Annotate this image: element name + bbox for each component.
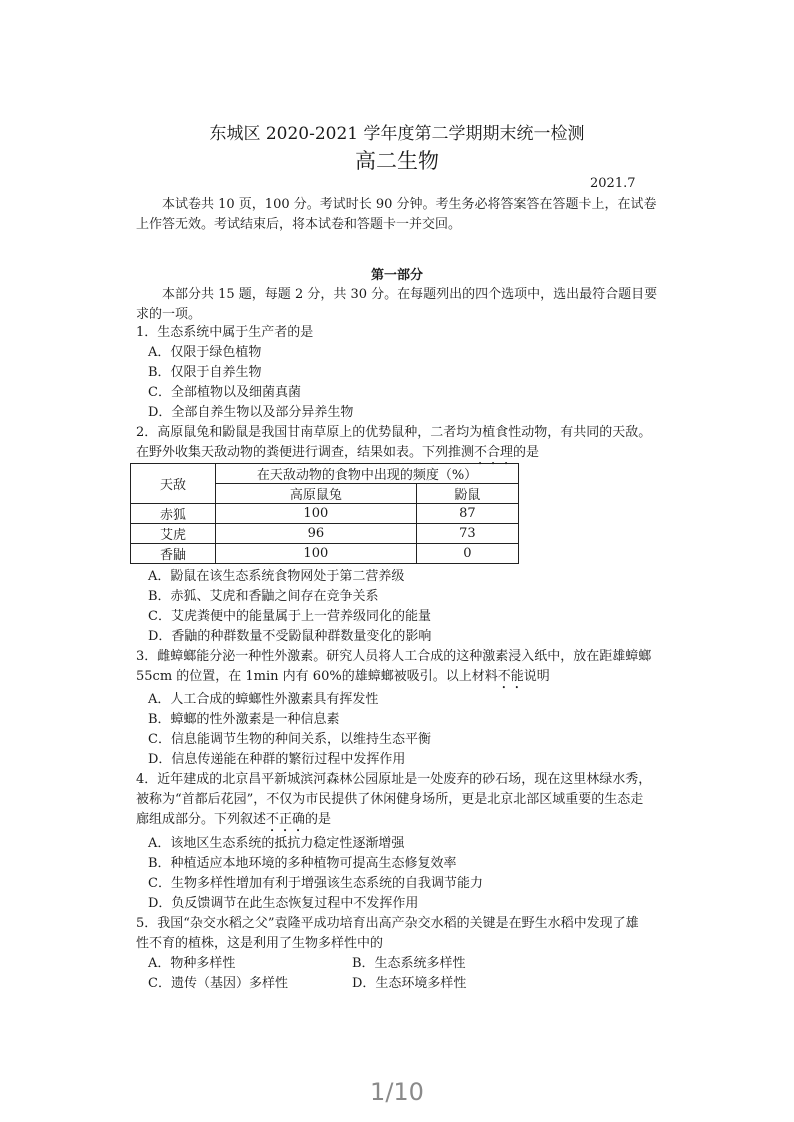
table-row [131,504,519,524]
question-2-option-c: C．艾虎粪便中的能量属于上一营养级同化的能量 [148,609,431,624]
question-1-option-c: C．全部植物以及细菌真菌 [148,385,301,400]
question-3-option-c: C．信息能调节生物的种间关系，以维持生态平衡 [148,732,431,747]
exam-title: 东城区 2020-2021 学年度第二学期期末统一检测 [209,124,585,144]
table-cell: 96 [216,524,417,544]
question-4-option-d: D．负反馈调节在此生态恢复过程中不发挥作用 [148,896,419,911]
question-4-stem-line-2: 被称为“首都后花园”，不仅为市民提供了休闲健身场所，更是北京北部区域重要的生态走 [136,792,644,807]
question-2-option-a: A．鼢鼠在该生态系统食物网处于第二营养级 [148,569,405,584]
question-2-stem-line-1: 2．高原鼠兔和鼢鼠是我国甘南草原上的优势鼠种，二者均为植食性动物，有共同的天敌。 [136,425,652,440]
part-instructions: 本部分共 15 题，每题 2 分，共 30 分。在每题列出的四个选项中，选出最符合题目要求的一项。 [136,287,658,322]
question-3-option-d: D．信息传递能在种群的繁衍过程中发挥作用 [148,752,406,767]
table-cell: 100 [216,504,417,524]
subject-title: 高二生物 [355,149,439,173]
emphasis-text: 不正确 [266,812,306,827]
table-col-header: 鼢鼠 [416,484,518,504]
question-4-stem-line-1: 4．近年建成的北京昌平新城滨河森林公园原址是一处废弃的砂石场，现在这里林绿水秀， [136,772,652,787]
question-2-option-d: D．香鼬的种群数量不受鼢鼠种群数量变化的影响 [148,629,432,644]
predator-frequency-table [130,463,519,564]
question-5-option-d: D．生态环境多样性 [352,976,467,991]
stem-text: 55cm 的位置，在 1min 内有 60%的雄蟑螂被吸引。以上材料 [136,669,498,684]
question-4-option-a: A．该地区生态系统的抵抗力稳定性逐渐增强 [148,836,405,851]
question-1-option-b: B．仅限于自养生物 [148,365,262,380]
question-2-option-b: B．赤狐、艾虎和香鼬之间存在竞争关系 [148,589,379,604]
stem-text: 的是 [305,812,332,827]
stem-text: 廊组成部分。下列叙述 [136,812,267,827]
emphasis-text: 不能 [497,669,524,684]
stem-text: 说明 [523,669,550,684]
table-row-label: 香鼬 [131,544,216,564]
table-col-header: 高原鼠兔 [216,484,417,504]
question-5-stem-line-1: 5．我国“杂交水稻之父”袁隆平成功培育出高产杂交水稻的关键是在野生水稻中发现了雄 [136,916,639,931]
page-indicator: 1/10 [370,1078,424,1106]
stem-text: 的是 [513,445,540,460]
table-cell: 100 [216,544,417,564]
stem-text: 在野外收集天敌动物的粪便进行调查，结果如表。下列推测 [136,445,475,460]
table-row-label: 赤狐 [131,504,216,524]
question-1-option-a: A．仅限于绿色植物 [148,345,262,360]
question-4-stem-line-3 [136,810,331,835]
intro-paragraph: 本试卷共 10 页，100 分。考试时长 90 分钟。考生务必将答案答在答题卡上，在试卷上作答无效。考试结束后，将本试卷和答题卡一并交回。 [136,197,657,232]
question-1-stem: 1．生态系统中属于生产者的是 [136,325,314,340]
question-4-option-b: B．种植适应本地环境的多种植物可提高生态修复效率 [148,856,457,871]
table-row-label: 艾虎 [131,524,216,544]
question-1-option-d: D．全部自养生物以及部分异养生物 [148,405,354,420]
part-heading: 第一部分 [370,268,423,283]
question-3-stem-line-1: 3．雌蟑螂能分泌一种性外激素。研究人员将人工合成的这种激素浸入纸中，放在距雄蟑螂 [136,649,652,664]
question-3-stem-line-2 [136,667,550,692]
question-5-option-c: C．遗传（基因）多样性 [148,976,288,991]
table-row [131,544,519,564]
question-5-stem-line-2: 性不育的植株，这是利用了生物多样性中的 [136,936,384,951]
exam-date: 2021.7 [590,176,636,191]
question-5-option-a: A．物种多样性 [148,956,236,971]
table-corner-header: 天敌 [131,464,216,504]
question-3-option-b: B．蟑螂的性外激素是一种信息素 [148,712,340,727]
table-group-header: 在天敌动物的食物中出现的频度（%） [216,464,519,484]
table-cell: 87 [416,504,518,524]
table-row [131,524,519,544]
table-cell: 0 [416,544,518,564]
table-cell: 73 [416,524,518,544]
emphasis-text: 不合理 [474,445,514,460]
question-3-option-a: A．人工合成的蟑螂性外激素具有挥发性 [148,692,379,707]
question-4-option-c: C．生物多样性增加有利于增强该生态系统的自我调节能力 [148,876,483,891]
question-5-option-b: B．生态系统多样性 [352,956,466,971]
